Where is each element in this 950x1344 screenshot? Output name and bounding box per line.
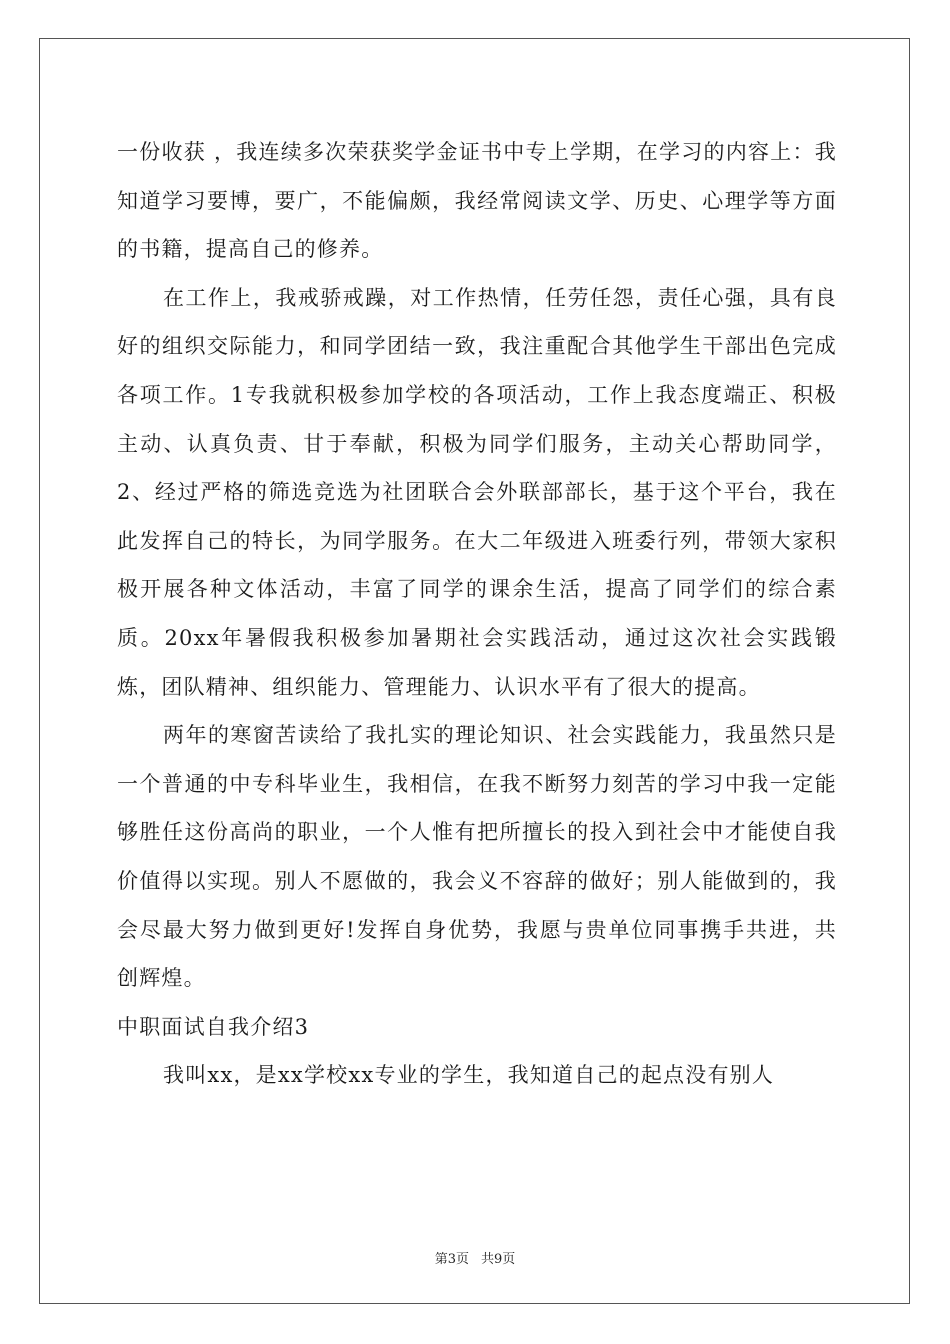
page-total: 共9页 <box>481 1252 516 1267</box>
paragraph-4: 我叫xx，是xx学校xx专业的学生，我知道自己的起点没有别人 <box>163 1063 775 1088</box>
page-number: 第3页 <box>434 1252 469 1267</box>
section-heading: 中职面试自我介绍3 <box>117 1014 310 1039</box>
paragraph-2: 在工作上，我戒骄戒躁，对工作热情，任劳任怨，责任心强，具有良好的组织交际能力，和同学团结一致，我注重配合其他学生干部出色完成各项工作。1专我就积极参加学校的各项活动，工作上我态度端正、积极主动、认真负责、甘于奉献，积极为同学们服务，主动关心帮助同学，2、经过严格的筛选竞选为社团联合会外联部部长，基于这个平台，我在此发挥自己的特长，为同学服务。在大二年级进入班委行列，带领大家积极开展各种文体活动，丰富了同学的课余生活，提高了同学们的综合素质。20xx年暑假我积极参加暑期社会实践活动，通过这次社会实践锻炼，团队精神、组织能力、管理能力、认识水平有了很大的提高。 <box>117 285 837 699</box>
document-body <box>117 128 837 1100</box>
page-footer <box>0 1248 950 1267</box>
paragraph-1: 一份收获 ，我连续多次荣获奖学金证书中专上学期，在学习的内容上：我知道学习要博，要广，不能偏颇，我经常阅读文学、历史、心理学等方面的书籍，提高自己的修养。 <box>117 140 837 262</box>
paragraph-3: 两年的寒窗苦读给了我扎实的理论知识、社会实践能力，我虽然只是一个普通的中专科毕业生，我相信，在我不断努力刻苦的学习中我一定能够胜任这份高尚的职业，一个人惟有把所擅长的投入到社会中才能使自我价值得以实现。别人不愿做的，我会义不容辞的做好；别人能做到的，我会尽最大努力做到更好!发挥自身优势，我愿与贵单位同事携手共进，共创辉煌。 <box>117 723 837 991</box>
